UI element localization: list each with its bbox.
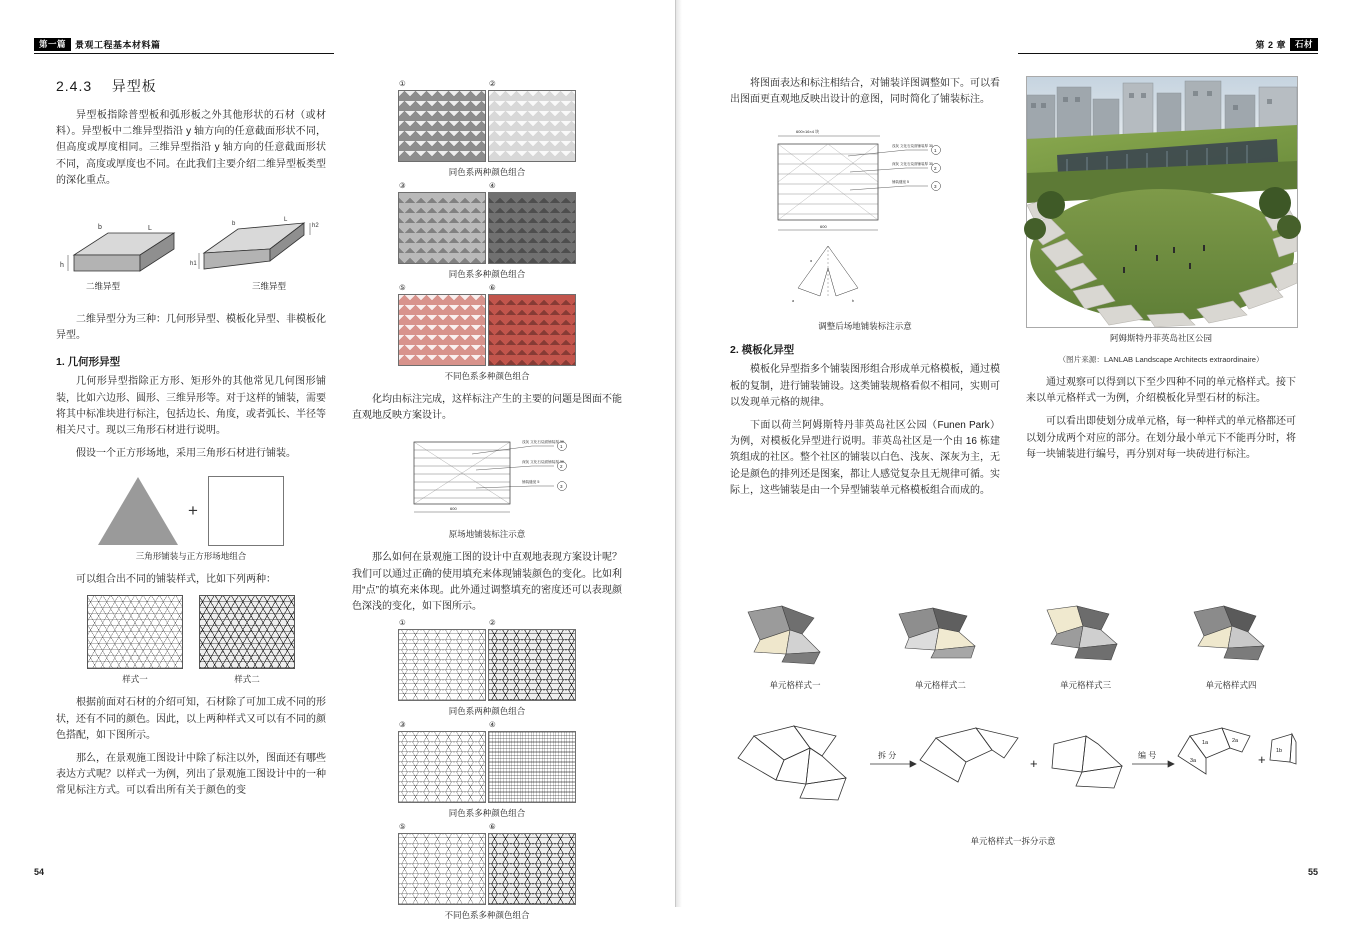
pattern-tile [488, 181, 576, 264]
sample-label: 样式二 [234, 674, 260, 685]
pattern-tile [398, 181, 486, 264]
unit-pattern-item [730, 600, 860, 691]
figure-triangle-square [56, 476, 326, 546]
svg-text:三维异型: 三维异型 [252, 280, 287, 291]
unit-shape-1 [730, 600, 860, 670]
paragraph: 几何形异型指除正方形、矩形外的其他常见几何图形铺装，比如六边形、圆形、三维异形等。对于这样的铺装，需要将其中标准块进行标注，包括边长、角度，或者弧长、半径等相关尺寸。现以三角形石材进行说明。 [56, 376, 326, 436]
header-rule-right [1018, 53, 1318, 54]
tile-fill [399, 91, 485, 161]
svg-text:600: 600 [450, 506, 457, 512]
paragraph: 根据前面对石材的介绍可知，石材除了可加工成不同的形状，还有不同的颜色。因此，以上两种样式又可以有不同的颜色搭配，如下图所示。 [56, 697, 326, 741]
right-page [676, 0, 1352, 907]
tilegroup-4 [352, 618, 622, 717]
unit-pattern-item [875, 600, 1005, 691]
right-column-2 [1026, 76, 1296, 470]
svg-text:3: 3 [560, 484, 563, 490]
section-heading [56, 76, 326, 96]
svg-text:h: h [60, 261, 64, 269]
pattern-tile [488, 618, 576, 701]
page-number-right: 55 [1307, 867, 1318, 877]
running-head-text: 第 2 章 [1255, 40, 1286, 50]
running-head-tag: 第一篇 [34, 38, 71, 51]
unit-label: 单元格样式一 [769, 680, 821, 690]
split-diagram [730, 718, 1296, 828]
tile-number: ⑥ [489, 283, 496, 292]
paragraph: 可以看出即使划分成单元格，每一种样式的单元格都还可以划分成两个对应的部分。在划分最小单元下不能再分时，将每一块铺装进行编号，再分别对每一块砖进行标注。 [1026, 416, 1296, 460]
tile-fill [489, 834, 575, 904]
sample-label: 样式一 [122, 674, 148, 685]
left-column-1 [56, 76, 326, 807]
tilegroup-5 [352, 720, 622, 819]
figure-slabs [56, 197, 326, 302]
svg-text:1b: 1b [1276, 748, 1283, 754]
unit-pattern-item [1021, 600, 1151, 691]
sample-pattern [87, 595, 183, 669]
figure-caption: 调整后场地铺装标注示意 [818, 321, 912, 332]
svg-text:浅灰 文化石烧面铺装厚 30: 浅灰 文化石烧面铺装厚 30 [892, 144, 933, 149]
sample-item [199, 595, 295, 685]
tile-fill [489, 295, 575, 365]
left-page [0, 0, 676, 921]
pattern-tile [488, 720, 576, 803]
svg-text:b: b [98, 223, 102, 231]
photo-source: （图片来源：LANLAB Landscape Architects extraordinaire） [1058, 355, 1264, 364]
figure-caption: 同色系两种颜色组合 [448, 167, 526, 177]
tile-number: ③ [399, 720, 406, 730]
svg-text:深灰 文化石烧面铺装厚 30: 深灰 文化石烧面铺装厚 30 [892, 162, 933, 167]
pattern-tile [398, 618, 486, 701]
tile-fill [489, 630, 575, 700]
sample-pattern [199, 595, 295, 669]
figure-caption: 同色系多种颜色组合 [448, 808, 526, 819]
tile-number: ④ [489, 720, 496, 730]
figure-caption: 原场地铺装标注示意 [448, 529, 526, 540]
triangle-shape [98, 477, 178, 545]
tile-number: ④ [489, 181, 496, 190]
pattern-tile [488, 283, 576, 366]
sample-item [87, 595, 183, 685]
tilegroup-2 [352, 181, 622, 280]
svg-text:b: b [232, 220, 236, 227]
svg-text:3a: 3a [1190, 758, 1197, 764]
right-column-1 [730, 76, 1000, 506]
unit-pattern-row [730, 600, 1296, 691]
pattern-tile [488, 822, 576, 905]
figure-split-numbering [730, 718, 1296, 847]
tilegroup-3 [352, 283, 622, 382]
svg-text:h1: h1 [190, 260, 197, 267]
figure-adjusted-paving [730, 116, 1000, 332]
svg-text:2: 2 [560, 464, 563, 470]
paragraph: 二维异型分为三种：几何形异型、模板化异型、非模板化异型。 [56, 313, 326, 342]
svg-text:浅灰 文化石烧面铺装厚 30: 浅灰 文化石烧面铺装厚 30 [522, 440, 564, 445]
paragraph: 通过观察可以得到以下至少四种不同的单元格样式。接下来以单元格样式一为例，介绍模板化异型石材的标注。 [1026, 377, 1296, 405]
paragraph: 将图面表达和标注相结合，对铺装详图调整如下。可以看出图面更直观地反映出设计的意图，同时简化了铺装标注。 [730, 78, 1000, 106]
left-column-2 [352, 76, 622, 931]
tile-number: ⑤ [399, 283, 406, 292]
tile-number: ⑥ [489, 822, 496, 832]
unit-shape-2 [875, 600, 1005, 670]
tile-fill [399, 630, 485, 700]
figure-caption: 单元格样式一拆分示意 [970, 836, 1056, 846]
tile-fill [399, 732, 485, 802]
svg-text:α: α [810, 259, 813, 264]
figure-samples [56, 595, 326, 685]
svg-text:1: 1 [934, 148, 937, 154]
header-rule-left [34, 53, 334, 54]
running-head-right [1255, 38, 1318, 51]
tile-number: ① [399, 618, 406, 628]
subheading-template: 2. 模板化异型 [730, 344, 795, 357]
svg-text:编 号: 编 号 [1138, 751, 1157, 760]
unit-label: 单元格样式二 [914, 680, 966, 690]
pattern-tile [398, 720, 486, 803]
figure-caption: 同色系多种颜色组合 [448, 269, 526, 279]
unit-label: 单元格样式三 [1060, 680, 1112, 690]
slab-drawings [56, 197, 326, 297]
paragraph: 异型板指除普型板和弧形板之外其他形状的石材（或材料）。异型板中二维异型指沿 y 轴方向的任意截面形状不同，但高度或厚度相同。三维异型指沿 y 轴方向的任意截面形状不同，高度或厚度也不同。在此我们主要介绍二维异型板类型的深化重点。 [56, 110, 326, 186]
svg-text:a: a [792, 299, 794, 304]
figure-caption: 不同色系多种颜色组合 [444, 371, 530, 381]
tile-number: ⑤ [399, 822, 406, 832]
paragraph: 可以组合出不同的铺装样式，比如下列两种： [76, 574, 276, 586]
page-number-left: 54 [34, 867, 45, 877]
svg-text:L: L [148, 224, 152, 232]
svg-text:1a: 1a [1202, 740, 1209, 746]
figure-caption: 三角形铺装与正方形场地组合 [135, 551, 247, 562]
project-photo [1026, 76, 1298, 328]
pattern-tile [398, 822, 486, 905]
figure-caption: 同色系两种颜色组合 [448, 706, 526, 717]
svg-text:拆 分: 拆 分 [878, 751, 897, 760]
paragraph: 假设一个正方形场地，采用三角形石材进行铺装。 [76, 448, 296, 460]
unit-shape-3 [1021, 600, 1151, 670]
section-number: 2.4.3 [56, 78, 93, 94]
tile-fill [489, 91, 575, 161]
svg-text:600: 600 [820, 224, 827, 230]
unit-label: 单元格样式四 [1205, 680, 1257, 690]
paragraph: 那么如何在景观施工图的设计中直观地表现方案设计呢？我们可以通过正确的使用填充来体现铺装颜色的变化。比如利用“点”的填充来体现。此外通过调整填充的密度还可以表现颜色深浅的变化，如下图所示。 [352, 552, 622, 612]
tilegroup-1 [352, 79, 622, 178]
svg-text:h2: h2 [312, 222, 319, 229]
figure-caption: 不同色系多种颜色组合 [444, 910, 530, 921]
section-title: 异型板 [111, 78, 157, 94]
tile-number: ② [489, 79, 496, 88]
running-head-left [34, 38, 161, 51]
pattern-tile [398, 283, 486, 366]
pattern-tile [488, 79, 576, 162]
photo-illustration [1027, 77, 1297, 327]
tile-number: ② [489, 618, 496, 628]
pattern-tile [398, 79, 486, 162]
tile-fill [399, 834, 485, 904]
subheading-geometric: 1. 几何形异型 [56, 356, 121, 369]
svg-text:1: 1 [560, 444, 563, 450]
svg-text:铺装缝宽 5: 铺装缝宽 5 [892, 180, 909, 185]
svg-text:3: 3 [934, 184, 937, 190]
figure-original-paving [352, 432, 622, 540]
paragraph: 化均由标注完成，这样标注产生的主要的问题是图面不能直观地反映方案设计。 [352, 394, 622, 422]
adjusted-paving-drawing [740, 116, 990, 316]
svg-text:+: + [1030, 756, 1038, 771]
svg-text:深灰 文化石烧面铺装厚 30: 深灰 文化石烧面铺装厚 30 [522, 460, 564, 465]
svg-text:b: b [852, 299, 854, 304]
paragraph: 下面以荷兰阿姆斯特丹菲英岛社区公园（Funen Park）为例，对模板化异型进行说明。菲英岛社区是一个由 16 栋建筑组成的社区。整个社区的铺装以白色、浅灰、深灰为主，无论是颜色的排列还是图案，都让人感觉复杂且无规律可循。实际上，这些铺装是由一个异型铺装单元格模板组合而成的。 [730, 419, 1000, 496]
paragraph: 模板化异型指多个铺装图形组合形成单元格模板，通过模板的复制，进行铺装铺设。这类铺装规格看似不相同，实则可以发现单元格的规律。 [730, 364, 1000, 408]
running-head-text: 景观工程基本材料篇 [75, 40, 161, 50]
tile-number: ③ [399, 181, 406, 190]
tile-number: ① [399, 79, 406, 88]
svg-text:铺装缝宽 5: 铺装缝宽 5 [522, 480, 540, 485]
unit-pattern-item [1166, 600, 1296, 691]
running-head-tag: 石材 [1290, 38, 1318, 51]
tile-fill [399, 295, 485, 365]
tile-fill [489, 732, 575, 802]
svg-text:L: L [284, 216, 288, 223]
svg-text:2: 2 [934, 166, 937, 172]
svg-text:600×16×4 块: 600×16×4 块 [796, 129, 820, 135]
svg-text:二维异型: 二维异型 [86, 280, 121, 291]
tile-fill [399, 193, 485, 263]
unit-shape-4 [1166, 600, 1296, 670]
paving-detail-drawing [372, 432, 602, 524]
square-shape [208, 476, 284, 546]
svg-text:+: + [1258, 752, 1266, 767]
tilegroup-6 [352, 822, 622, 921]
svg-text:2a: 2a [1232, 738, 1239, 744]
tile-fill [489, 193, 575, 263]
photo-caption: 阿姆斯特丹菲英岛社区公园 [1109, 333, 1212, 343]
paragraph: 那么，在景观施工图设计中除了标注以外，图面还有哪些表达方式呢？以样式一为例，列出了景观施工图设计中的一种常见标注方式。可以看出所有关于颜色的变 [56, 753, 326, 797]
plus-sign: + [188, 501, 198, 521]
